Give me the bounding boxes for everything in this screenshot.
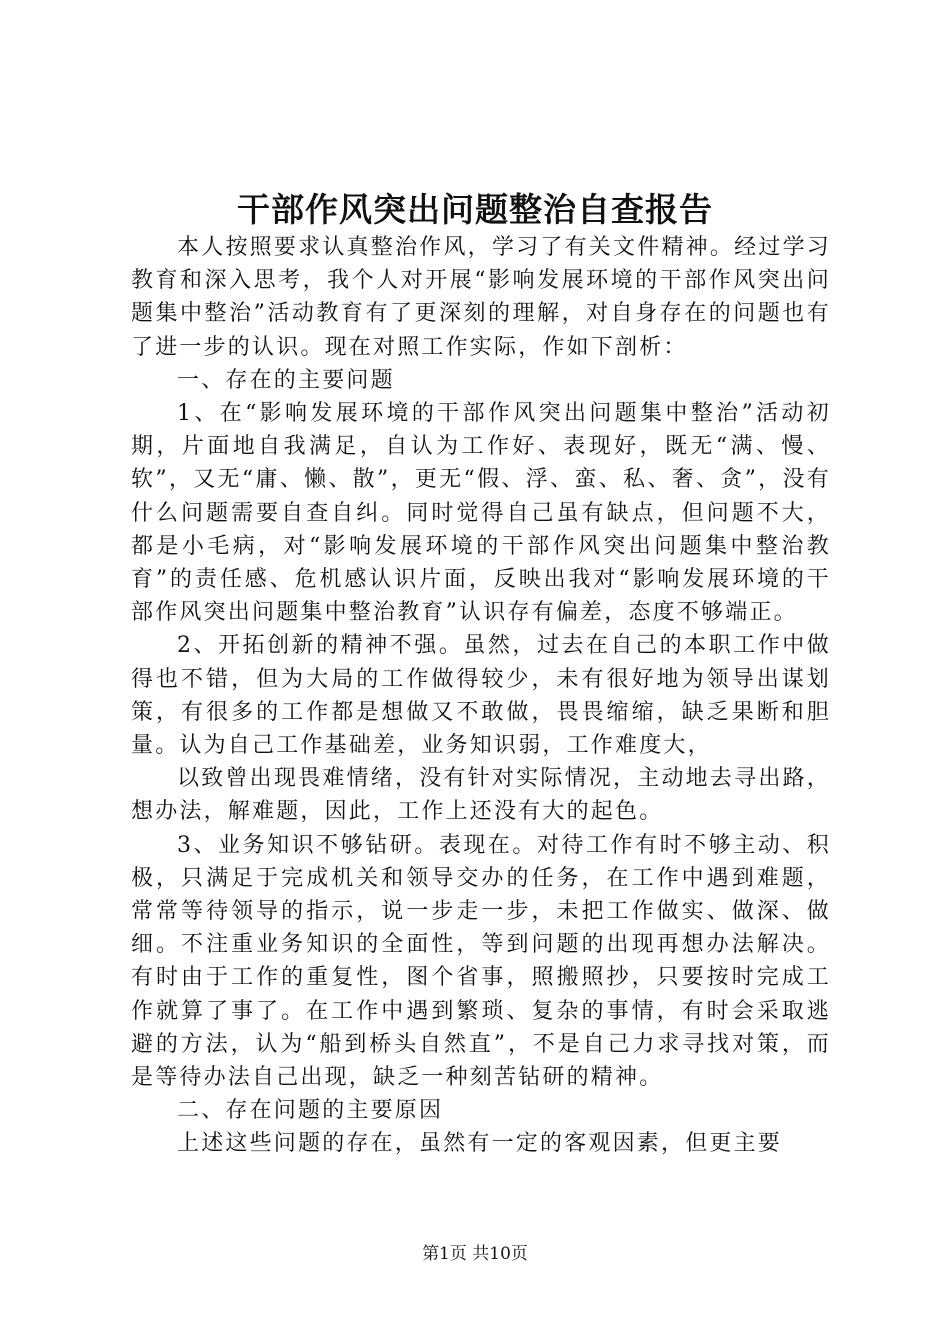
page-number-footer: 第1页 共10页 — [422, 1244, 528, 1264]
section-heading-main-problems: 一、存在的主要问题 — [177, 367, 395, 393]
paragraph-causes-intro: 上述这些问题的存在，虽然有一定的客观因素，但更主要 — [177, 1131, 783, 1157]
document-body — [131, 231, 831, 1161]
document-title: 干部作风突出问题整治自查报告 — [237, 190, 713, 229]
section-heading-main-causes: 二、存在问题的主要原因 — [177, 1098, 444, 1124]
paragraph-problem-2: 2、开拓创新的精神不强。虽然，过去在自己的本职工作中做得也不错，但为大局的工作做得较少，未有很好地为领导出谋划策，有很多的工作都是想做又不敢做，畏畏缩缩，缺乏果断和胆量。认为自己工作基础差，业务知识弱，工作难度大， — [131, 633, 831, 759]
paragraph-problem-3: 3、业务知识不够钻研。表现在。对待工作有时不够主动、积极，只满足于完成机关和领导交办的任务，在工作中遇到难题，常常等待领导的指示，说一步走一步，未把工作做实、做深、做细。不注重业务知识的全面性，等到问题的出现再想办法解决。有时由于工作的重复性，图个省事，照搬照抄，只要按时完成工作就算了事了。在工作中遇到繁琐、复杂的事情，有时会采取逃避的方法，认为“船到桥头自然直”，不是自己力求寻找对策，而是等待办法自己出现，缺乏一种刻苦钻研的精神。 — [131, 832, 831, 1091]
paragraph-problem-2-continued: 以致曾出现畏难情绪，没有针对实际情况，主动地去寻出路，想办法，解难题，因此，工作上还没有大的起色。 — [131, 766, 831, 825]
paragraph-problem-1: 1、在“影响发展环境的干部作风突出问题集中整治”活动初期，片面地自我满足，自认为工作好、表现好，既无“满、慢、软”，又无“庸、懒、散”，更无“假、浮、蛮、私、奢、贪”，没有什么问题需要自查自纠。同时觉得自己虽有缺点，但问题不大，都是小毛病，对“影响发展环境的干部作风突出问题集中整治教育”的责任感、危机感认识片面，反映出我对“影响发展环境的干部作风突出问题集中整治教育”认识存有偏差，态度不够端正。 — [131, 401, 831, 626]
paragraph-intro: 本人按照要求认真整治作风，学习了有关文件精神。经过学习教育和深入思考，我个人对开展“影响发展环境的干部作风突出问题集中整治”活动教育有了更深刻的理解，对自身存在的问题也有了进一步的认识。现在对照工作实际，作如下剖析： — [131, 235, 831, 360]
